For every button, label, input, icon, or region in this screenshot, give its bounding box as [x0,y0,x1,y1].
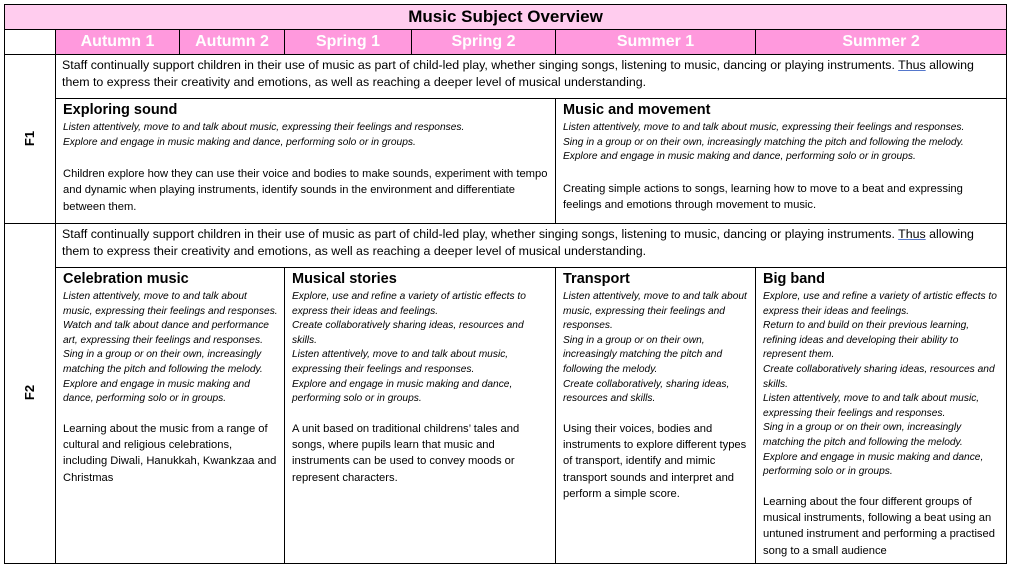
unit-title: Transport [563,271,630,287]
term-summer-2: Summer 2 [756,30,1007,55]
year-label-f2: F2 [22,385,38,401]
f2-intro-thus: Thus [898,227,926,241]
unit-elg: Sing in a group or on their own, increasingly matching the pitch and following the melody. [563,334,723,375]
year-label-f1: F1 [22,130,38,147]
f2-intro-row [5,224,1007,268]
f2-unit-celebration-music [56,268,285,564]
unit-elg: Return to and build on their previous learning, refining ideas and developing their ability to represent them. [763,320,970,361]
table-title: Music Subject Overview [408,7,603,26]
unit-elg: Create collaboratively sharing ideas, resources and skills. [292,320,524,346]
unit-elg: Listen attentively, move to and talk about music, expressing their feelings and responses. [563,122,965,133]
unit-title: Big band [763,271,826,287]
unit-description: Creating simple actions to songs, learning how to move to a beat and expressing feelings and emotions through movement to music. [563,182,963,212]
unit-elg: Create collaboratively sharing ideas, resources and skills. [763,363,995,390]
term-summer-1: Summer 1 [556,30,756,55]
term-spring-2: Spring 2 [412,30,556,55]
unit-description: Children explore how they can use their voice and bodies to make sounds, experiment with tempo and dynamic when playing instruments, identify sounds in the environment and differentiate between them. [63,168,548,213]
unit-elg: Watch and talk about dance and performance art, expressing their feelings and responses. [63,320,269,346]
unit-title: Exploring sound [63,102,178,118]
f2-unit-musical-stories [285,268,556,564]
unit-elg: Explore, use and refine a variety of artistic effects to express their ideas and feelings. [763,291,997,317]
unit-description: A unit based on traditional childrens’ tales and songs, where pupils learn that music and instruments can be used to convey moods or represent characters. [292,422,520,484]
f2-intro-text-cont: allowing them to express their creativity and emotions, as well as reaching a deeper level of musical understanding. [62,227,974,258]
year-label-f2-cell [5,224,56,564]
table-title-cell [5,5,1007,30]
f1-unit-music-and-movement [556,99,1007,224]
f2-unit-transport [556,268,756,564]
f2-units-row [5,268,1007,564]
unit-elg: Sing in a group or on their own, increasingly matching the pitch and following the melody. [563,136,964,148]
term-header-row [5,30,1007,55]
term-autumn-2: Autumn 2 [180,30,285,55]
unit-elg: Explore and engage in music making and dance, performing solo or in groups. [63,136,416,148]
f2-intro-text: Staff continually support children in their use of music as part of child-led play, whether singing songs, listening to music, dancing or playing instruments. [62,227,895,241]
f1-intro-text: Staff continually support children in their use of music as part of child-led play, whether singing songs, listening to music, dancing or playing instruments. [62,58,895,72]
music-overview-table [4,4,1007,564]
term-autumn-1: Autumn 1 [56,30,180,55]
f1-unit-exploring-sound [56,99,556,224]
unit-elg: Explore and engage in music making and dance, performing solo or in groups. [563,151,916,163]
unit-elg: Explore and engage in music making and dance, performing solo or in groups. [292,378,513,405]
unit-elg: Explore and engage in music making and dance, performing solo or in groups. [63,378,250,405]
unit-description: Using their voices, bodies and instruments to explore different types of transport, identify and mimic transport sounds and interpret and perform a simple score. [563,422,747,500]
unit-elg: Listen attentively, move to and talk about music, expressing their feelings and responses. [63,291,278,317]
unit-elg: Explore and engage in music making and dance, performing solo or in groups. [763,451,984,478]
unit-title: Celebration music [63,271,189,287]
year-label-f1-cell [5,55,56,224]
f1-units-row [5,99,1007,224]
unit-elg: Create collaboratively, sharing ideas, resources and skills. [563,378,730,405]
unit-title: Musical stories [292,271,397,287]
f1-intro-text-cont: allowing them to express their creativity and emotions, as well as reaching a deeper level of musical understanding. [62,58,974,89]
unit-elg: Listen attentively, move to and talk about music, expressing their feelings and responses. [763,393,980,419]
unit-elg: Listen attentively, move to and talk about music, expressing their feelings and responses. [292,349,509,375]
term-spring-1: Spring 1 [285,30,412,55]
unit-title: Music and movement [563,102,711,118]
unit-description: Learning about the four different groups of musical instruments, following a beat using an untuned instrument and performing a practised song to a small audience [763,495,995,557]
unit-description: Learning about the music from a range of cultural and religious celebrations, including Diwali, Hanukkah, Kwankzaa and Christmas [63,422,277,484]
f1-intro-thus: Thus [898,58,926,72]
unit-elg: Listen attentively, move to and talk about music, expressing their feelings and responses. [63,122,465,133]
corner-cell [5,30,56,55]
unit-elg: Explore, use and refine a variety of artistic effects to express their ideas and feelings. [292,291,526,317]
f1-intro-cell [56,55,1007,99]
f1-intro-row [5,55,1007,99]
unit-elg: Sing in a group or on their own, increasingly matching the pitch and following the melody. [763,422,963,448]
f2-unit-big-band [756,268,1007,564]
title-row [5,5,1007,30]
unit-elg: Listen attentively, move to and talk about music, expressing their feelings and responses. [563,291,747,332]
unit-elg: Sing in a group or on their own, increasingly matching the pitch and following the melody. [63,349,263,375]
f2-intro-cell [56,224,1007,268]
